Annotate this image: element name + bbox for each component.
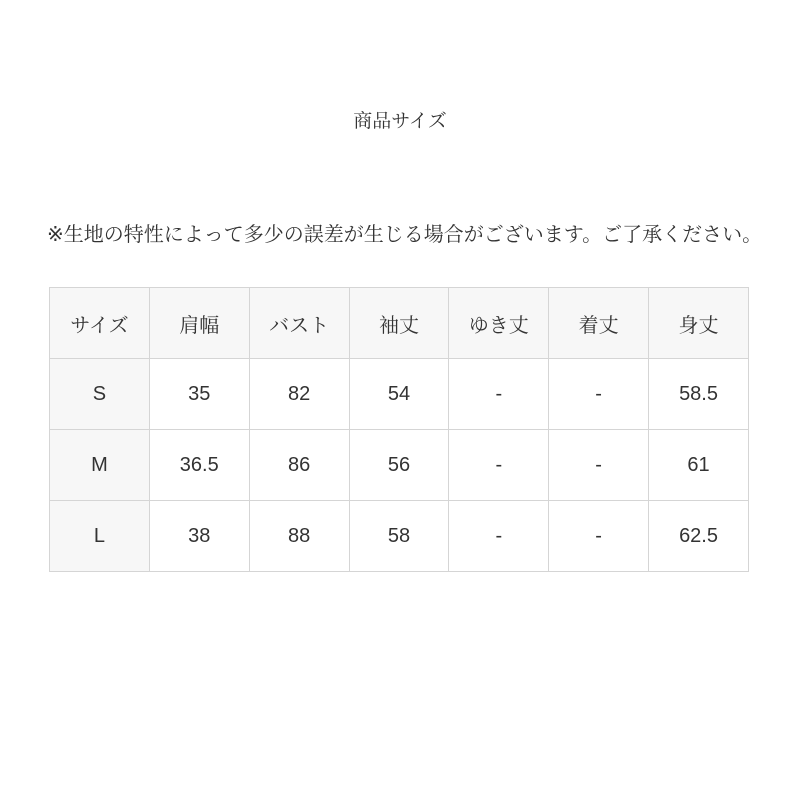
size-table: [49, 287, 749, 572]
value-cell-l-shoulder-width: 38: [149, 501, 249, 572]
value-cell-l-body-length: 62.5: [649, 501, 749, 572]
row-header-s: S: [50, 359, 150, 430]
value-cell-m-body-length: 61: [649, 430, 749, 501]
column-header-shoulder-width: 肩幅: [149, 288, 249, 359]
row-header-m: M: [50, 430, 150, 501]
value-cell-m-garment-length: -: [549, 430, 649, 501]
value-cell-l-garment-length: -: [549, 501, 649, 572]
value-cell-m-bust: 86: [249, 430, 349, 501]
value-cell-l-yuki-length: -: [449, 501, 549, 572]
value-cell-s-garment-length: -: [549, 359, 649, 430]
table-row-m: [50, 430, 749, 501]
row-header-l: L: [50, 501, 150, 572]
column-header-size: サイズ: [50, 288, 150, 359]
value-cell-s-bust: 82: [249, 359, 349, 430]
value-cell-l-bust: 88: [249, 501, 349, 572]
value-cell-s-body-length: 58.5: [649, 359, 749, 430]
value-cell-s-shoulder-width: 35: [149, 359, 249, 430]
column-header-bust: バスト: [249, 288, 349, 359]
value-cell-s-yuki-length: -: [449, 359, 549, 430]
value-cell-l-sleeve-length: 58: [349, 501, 449, 572]
value-cell-m-shoulder-width: 36.5: [149, 430, 249, 501]
page-title: 商品サイズ: [353, 111, 447, 132]
table-row-l: [50, 501, 749, 572]
value-cell-s-sleeve-length: 54: [349, 359, 449, 430]
table-row-s: [50, 359, 749, 430]
size-table-body: [50, 359, 749, 572]
value-cell-m-sleeve-length: 56: [349, 430, 449, 501]
column-header-yuki-length: ゆき丈: [449, 288, 549, 359]
size-table-header: [50, 288, 749, 359]
fabric-tolerance-note: ※生地の特性によって多少の誤差が生じる場合がございます。ご了承ください。: [47, 224, 763, 246]
column-header-sleeve-length: 袖丈: [349, 288, 449, 359]
column-header-garment-length: 着丈: [549, 288, 649, 359]
header-row: [50, 288, 749, 359]
column-header-body-length: 身丈: [649, 288, 749, 359]
value-cell-m-yuki-length: -: [449, 430, 549, 501]
